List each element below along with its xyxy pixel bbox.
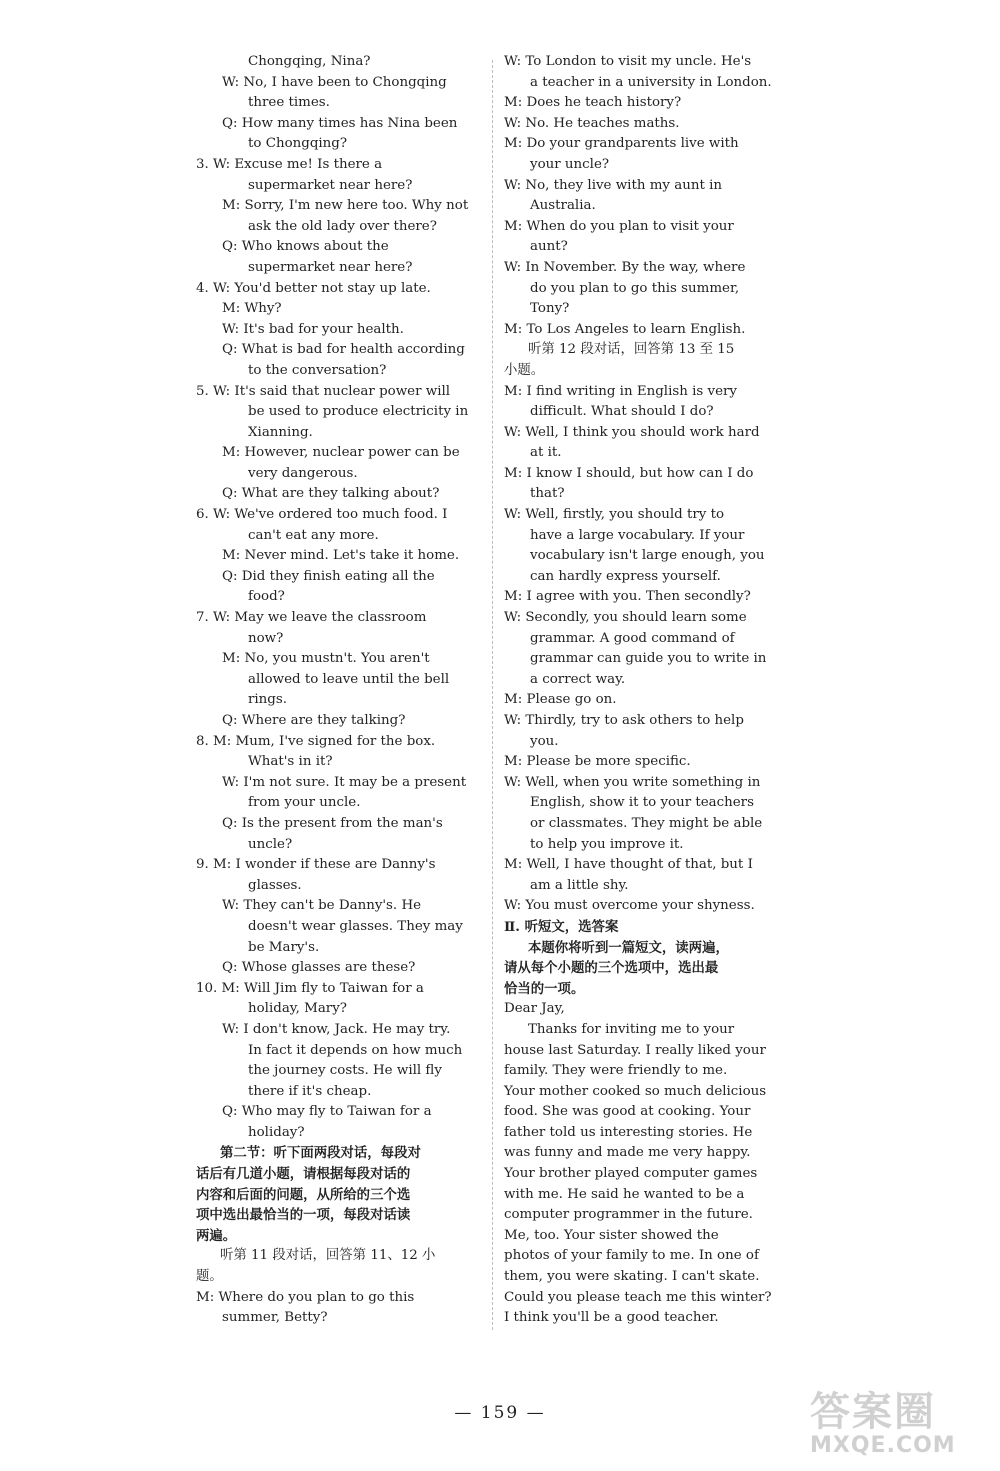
text-line: father told us interesting stories. He (504, 1124, 753, 1140)
text-line: Q: Who knows about the (222, 239, 389, 255)
text-line: can hardly express yourself. (530, 568, 721, 584)
text-line: Q: What are they talking about? (222, 486, 440, 502)
text-line: Q: What is bad for health according (222, 342, 465, 358)
text-line: W: Well, when you write something in (504, 774, 761, 790)
text-line: Your brother played computer games (504, 1166, 758, 1182)
text-line: 9. M: I wonder if these are Danny's (196, 857, 436, 873)
text-line: Chongqing, Nina? (248, 54, 371, 69)
text-line: to the conversation? (248, 362, 387, 378)
text-line: be Mary's. (248, 939, 320, 955)
text-line: grammar. A good command of (530, 630, 735, 646)
text-line: glasses. (248, 877, 302, 893)
text-line: M: Well, I have thought of that, but I (504, 857, 753, 873)
text-line: M: Please be more specific. (504, 754, 691, 770)
text-line: supermarket near here? (248, 177, 413, 193)
text-line: 7. W: May we leave the classroom (196, 610, 427, 626)
text-line: 10. M: Will Jim fly to Taiwan for a (196, 980, 424, 996)
text-line: Your mother cooked so much delicious (504, 1083, 767, 1099)
text-line: the journey costs. He will fly (248, 1063, 442, 1079)
text-line: W: It's bad for your health. (222, 321, 404, 337)
text-line: 本题你将听到一篇短文，读两遍， (528, 939, 729, 956)
text-line: Thanks for inviting me to your (528, 1021, 735, 1037)
text-line: W: Secondly, you should learn some (504, 610, 747, 626)
right-column (504, 52, 774, 1329)
text-line: W: No, I have been to Chongqing (222, 74, 447, 90)
text-line: 6. W: We've ordered too much food. I (196, 507, 448, 523)
text-line: W: No, they live with my aunt in (504, 177, 723, 193)
text-line: 8. M: Mum, I've signed for the box. (196, 733, 436, 749)
text-line: W: To London to visit my uncle. He's (504, 54, 752, 69)
text-line: there if it's cheap. (248, 1083, 372, 1099)
text-line: supermarket near here? (248, 259, 413, 275)
text-line: W: I don't know, Jack. He may try. (222, 1021, 451, 1037)
text-line: 小题。 (504, 362, 545, 378)
text-line: house last Saturday. I really liked your (504, 1042, 766, 1058)
text-line: Q: How many times has Nina been (222, 115, 458, 131)
text-line: I think you'll be a good teacher. (504, 1310, 719, 1326)
text-line: 3. W: Excuse me! Is there a (196, 156, 383, 172)
text-line: do you plan to go this summer, (530, 280, 740, 296)
text-line: or classmates. They might be able (530, 815, 763, 831)
page-number: — 159 — (454, 1403, 546, 1423)
text-line: Australia. (530, 198, 596, 214)
text-line: to help you improve it. (530, 836, 684, 852)
text-line: holiday? (248, 1124, 305, 1140)
text-line: summer, Betty? (222, 1310, 328, 1326)
text-line: 听第 12 段对话，回答第 13 至 15 (528, 342, 735, 358)
text-line: What's in it? (248, 754, 333, 770)
text-line: 两遍。 (196, 1227, 237, 1244)
text-line: with me. He said he wanted to be a (504, 1186, 745, 1202)
text-line: 题。 (196, 1269, 223, 1285)
text-line: a teacher in a university in London. (530, 74, 772, 90)
text-line: photos of your family to me. In one of (504, 1248, 759, 1264)
text-line: 项中选出最恰当的一项，每段对话读 (196, 1207, 411, 1224)
text-line: 第二节：听下面两段对话，每段对 (220, 1145, 421, 1162)
text-line: from your uncle. (248, 795, 361, 811)
text-line: M: Does he teach history? (504, 95, 682, 111)
text-line: family. They were friendly to me. (504, 1063, 728, 1079)
text-line: 话后有几道小题，请根据每段对话的 (196, 1166, 411, 1183)
text-line: W: Well, I think you should work hard (504, 424, 760, 440)
text-line: W: Well, firstly, you should try to (504, 507, 725, 523)
text-line: Ⅱ. 听短文，选答案 (504, 918, 619, 935)
text-line: difficult. What should I do? (530, 404, 714, 420)
text-line: M: Please go on. (504, 692, 617, 708)
text-line: Me, too. Your sister showed the (504, 1227, 719, 1243)
text-line: holiday, Mary? (248, 1001, 347, 1017)
text-line: W: You must overcome your shyness. (504, 898, 755, 914)
text-line: now? (248, 630, 284, 646)
text-line: Dear Jay, (504, 1001, 565, 1017)
text-line: 恰当的一项。 (504, 980, 585, 997)
text-line: M: Do your grandparents live with (504, 136, 739, 152)
text-line: you. (530, 733, 559, 749)
text-line: M: Why? (222, 301, 282, 317)
text-line: rings. (248, 692, 288, 708)
text-line: M: Where do you plan to go this (196, 1289, 415, 1305)
text-line: a correct way. (530, 671, 626, 687)
text-line: Q: Did they finish eating all the (222, 568, 435, 584)
text-line: Q: Whose glasses are these? (222, 960, 416, 976)
text-line: Could you please teach me this winter? (504, 1289, 772, 1305)
watermark-text: 答案圈 (810, 1389, 936, 1435)
text-line: food? (248, 589, 285, 605)
watermark-url: MXQE.COM (810, 1433, 956, 1458)
text-line: M: To Los Angeles to learn English. (504, 321, 746, 337)
text-line: W: I'm not sure. It may be a present (222, 774, 467, 790)
text-line: Tony? (530, 301, 570, 317)
text-line: am a little shy. (530, 877, 629, 893)
text-line: your uncle? (530, 156, 610, 172)
text-line: English, show it to your teachers (530, 795, 754, 811)
text-line: have a large vocabulary. If your (530, 527, 745, 543)
text-line: Xianning. (248, 424, 313, 440)
left-column (196, 52, 478, 1329)
text-line: 5. W: It's said that nuclear power will (196, 383, 451, 399)
text-line: W: Thirdly, try to ask others to help (504, 713, 744, 728)
text-line: Q: Who may fly to Taiwan for a (222, 1104, 432, 1120)
text-line: computer programmer in the future. (504, 1207, 753, 1223)
text-line: that? (530, 486, 565, 502)
text-line: very dangerous. (248, 465, 358, 481)
text-line: 请从每个小题的三个选项中，选出最 (504, 960, 719, 977)
text-line: allowed to leave until the bell (248, 671, 450, 687)
text-line: ask the old lady over there? (248, 218, 437, 234)
text-line: three times. (248, 95, 330, 111)
text-line: aunt? (530, 239, 568, 255)
text-line: vocabulary isn't large enough, you (530, 548, 765, 564)
text-line: M: Never mind. Let's take it home. (222, 548, 460, 564)
text-line: was funny and made me very happy. (504, 1145, 751, 1161)
text-line: food. She was good at cooking. Your (504, 1104, 751, 1120)
column-divider (492, 60, 493, 1330)
text-line: can't eat any more. (248, 527, 379, 543)
text-line: M: Sorry, I'm new here too. Why not (222, 198, 469, 214)
text-line: Q: Is the present from the man's (222, 815, 443, 831)
text-line: doesn't wear glasses. They may (248, 918, 463, 934)
text-line: grammar can guide you to write in (530, 651, 767, 667)
text-line: In fact it depends on how much (248, 1042, 463, 1058)
text-line: M: I know I should, but how can I do (504, 465, 754, 481)
text-line: W: No. He teaches maths. (504, 115, 680, 131)
text-line: M: I agree with you. Then secondly? (504, 589, 751, 605)
text-line: to Chongqing? (248, 136, 348, 152)
text-line: Q: Where are they talking? (222, 713, 406, 728)
text-line: 听第 11 段对话，回答第 11、12 小 (220, 1248, 436, 1264)
watermark-logo (810, 1380, 990, 1470)
text-line: uncle? (248, 836, 293, 852)
text-line: M: I find writing in English is very (504, 383, 737, 399)
text-line: W: They can't be Danny's. He (222, 898, 422, 914)
text-line: be used to produce electricity in (248, 404, 469, 420)
text-line: M: No, you mustn't. You aren't (222, 651, 430, 667)
text-line: 内容和后面的问题，从所给的三个选 (196, 1186, 411, 1203)
text-line: 4. W: You'd better not stay up late. (196, 280, 431, 296)
text-line: W: In November. By the way, where (504, 259, 746, 275)
text-line: them, you were skating. I can't skate. (504, 1269, 760, 1285)
text-line: at it. (530, 445, 562, 461)
text-line: M: When do you plan to visit your (504, 218, 734, 234)
text-line: M: However, nuclear power can be (222, 445, 460, 461)
